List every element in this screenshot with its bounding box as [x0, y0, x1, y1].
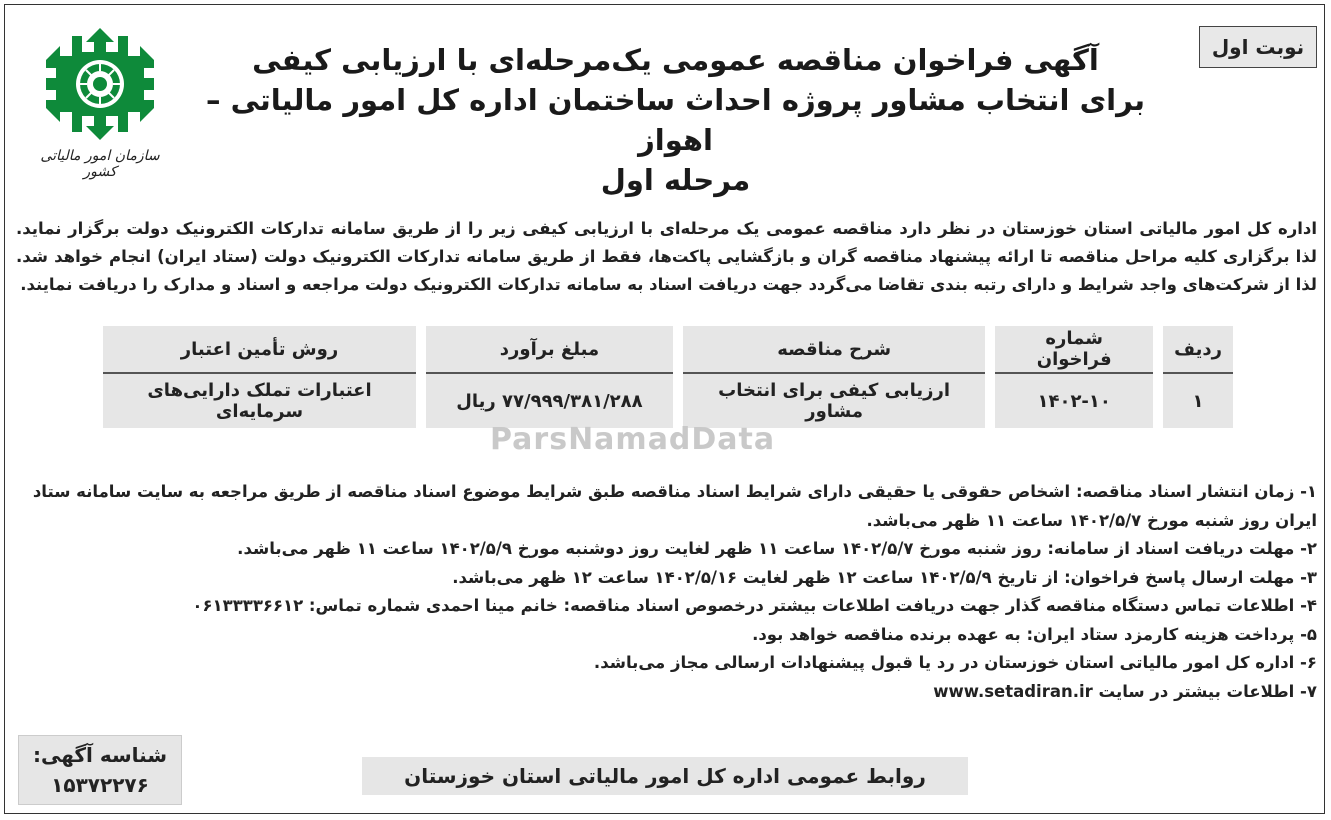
intro-paragraph: اداره کل امور مالیاتی استان خوزستان در نظر دارد مناقصه عمومی یک مرحله‌ای با ارزیابی کیفی زیر را از طریق سامانه تدارکات الکترونیک دولت برگزار نماید. لذا برگزاری کلیه مراحل مناقصه تا ارائه پیشنهاد مناقصه گران و بازگشایی پاکت‌ها، فقط از طریق سامانه تدارکات الکترونیک دولت (ستاد ایران) انجام خواهد شد. لذا از شرکت‌های واجد شرایط و دارای رتبه بندی تقاضا می‌گردد جهت دریافت اسناد به سامانه تدارکات الکترونیک دولت مراجعه و اسناد و مدارک را دریافت نمایند. [16, 219, 1317, 294]
note-item: ۱- زمان انتشار اسناد مناقصه: اشخاص حقوقی یا حقیقی دارای شرایط اسناد مناقصه طبق شرایط موضوع اسناد مناقصه از طریق مراجعه به سایت سامانه ستاد ایران روز شنبه مورخ ۱۴۰۲/۵/۷ ساعت ۱۱ ظهر می‌باشد. [32, 482, 1317, 530]
ad-title [180, 40, 1171, 200]
round-label: نوبت اول [1199, 26, 1317, 68]
note-item: ۶- اداره کل امور مالیاتی استان خوزستان در رد یا قبول پیشنهادات ارسالی مجاز می‌باشد. [593, 653, 1317, 672]
title-line-3: مرحله اول [600, 163, 751, 197]
cell-row-number: ۱ [1163, 374, 1233, 428]
cell-estimated-amount: ۷۷/۹۹۹/۳۸۱/۲۸۸ ریال [426, 374, 673, 428]
header-funding-method: روش تأمین اعتبار [103, 326, 416, 374]
ad-id-label: شناسه آگهی: [32, 743, 168, 767]
tax-organization-emblem-icon [44, 26, 156, 142]
table-header-row [103, 326, 1233, 374]
header-description: شرح مناقصه [683, 326, 985, 374]
note-item: ۳- مهلت ارسال پاسخ فراخوان: از تاریخ ۱۴۰۲/۵/۹ ساعت ۱۲ ظهر لغایت ۱۴۰۲/۵/۱۶ ساعت ۱۲ ظهر می‌باشد. [452, 567, 1317, 587]
table-row [103, 374, 1233, 428]
header-call-number: شماره فراخوان [995, 326, 1153, 374]
note-item: ۴- اطلاعات تماس دستگاه مناقصه گذار جهت دریافت اطلاعات بیشتر درخصوص اسناد مناقصه: خانم مینا احمدی شماره تماس: ۰۶۱۳۳۳۳۶۶۱۲ [192, 596, 1317, 615]
watermark: ParsNamadData [490, 422, 776, 457]
footer-publisher: روابط عمومی اداره کل امور مالیاتی استان خوزستان [362, 757, 968, 795]
header-estimated-amount: مبلغ برآورد [426, 326, 673, 374]
title-line-1: آگهی فراخوان مناقصه عمومی یک‌مرحله‌ای با ارزیابی کیفی [252, 43, 1099, 77]
logo-caption: سازمان امور مالیاتی کشور [40, 148, 160, 180]
title-line-2: برای انتخاب مشاور پروژه احداث ساختمان اداره کل امور مالیاتی – اهواز [205, 83, 1146, 157]
ad-id-value: ۱۵۳۷۲۲۷۶ [51, 773, 149, 797]
notes-list [16, 478, 1317, 706]
cell-description: ارزیابی کیفی برای انتخاب مشاور [683, 374, 985, 428]
note-item: ۲- مهلت دریافت اسناد از سامانه: روز شنبه مورخ ۱۴۰۲/۵/۷ ساعت ۱۱ ظهر لغایت روز دوشنبه مورخ ۱۴۰۲/۵/۹ ساعت ۱۱ ظهر می‌باشد. [237, 539, 1317, 558]
note-item: ۵- پرداخت هزینه کارمزد ستاد ایران: به عهده برنده مناقصه خواهد بود. [752, 624, 1317, 644]
ad-id-box [18, 735, 182, 805]
tender-table [93, 326, 1243, 428]
cell-funding-method: اعتبارات تملک دارایی‌های سرمایه‌ای [103, 374, 416, 428]
cell-call-number: ۱۴۰۲-۱۰ [995, 374, 1153, 428]
note-item: ۷- اطلاعات بیشتر در سایت www.setadiran.ir [933, 681, 1317, 701]
header-row-number: ردیف [1163, 326, 1233, 374]
organization-logo [36, 26, 164, 180]
